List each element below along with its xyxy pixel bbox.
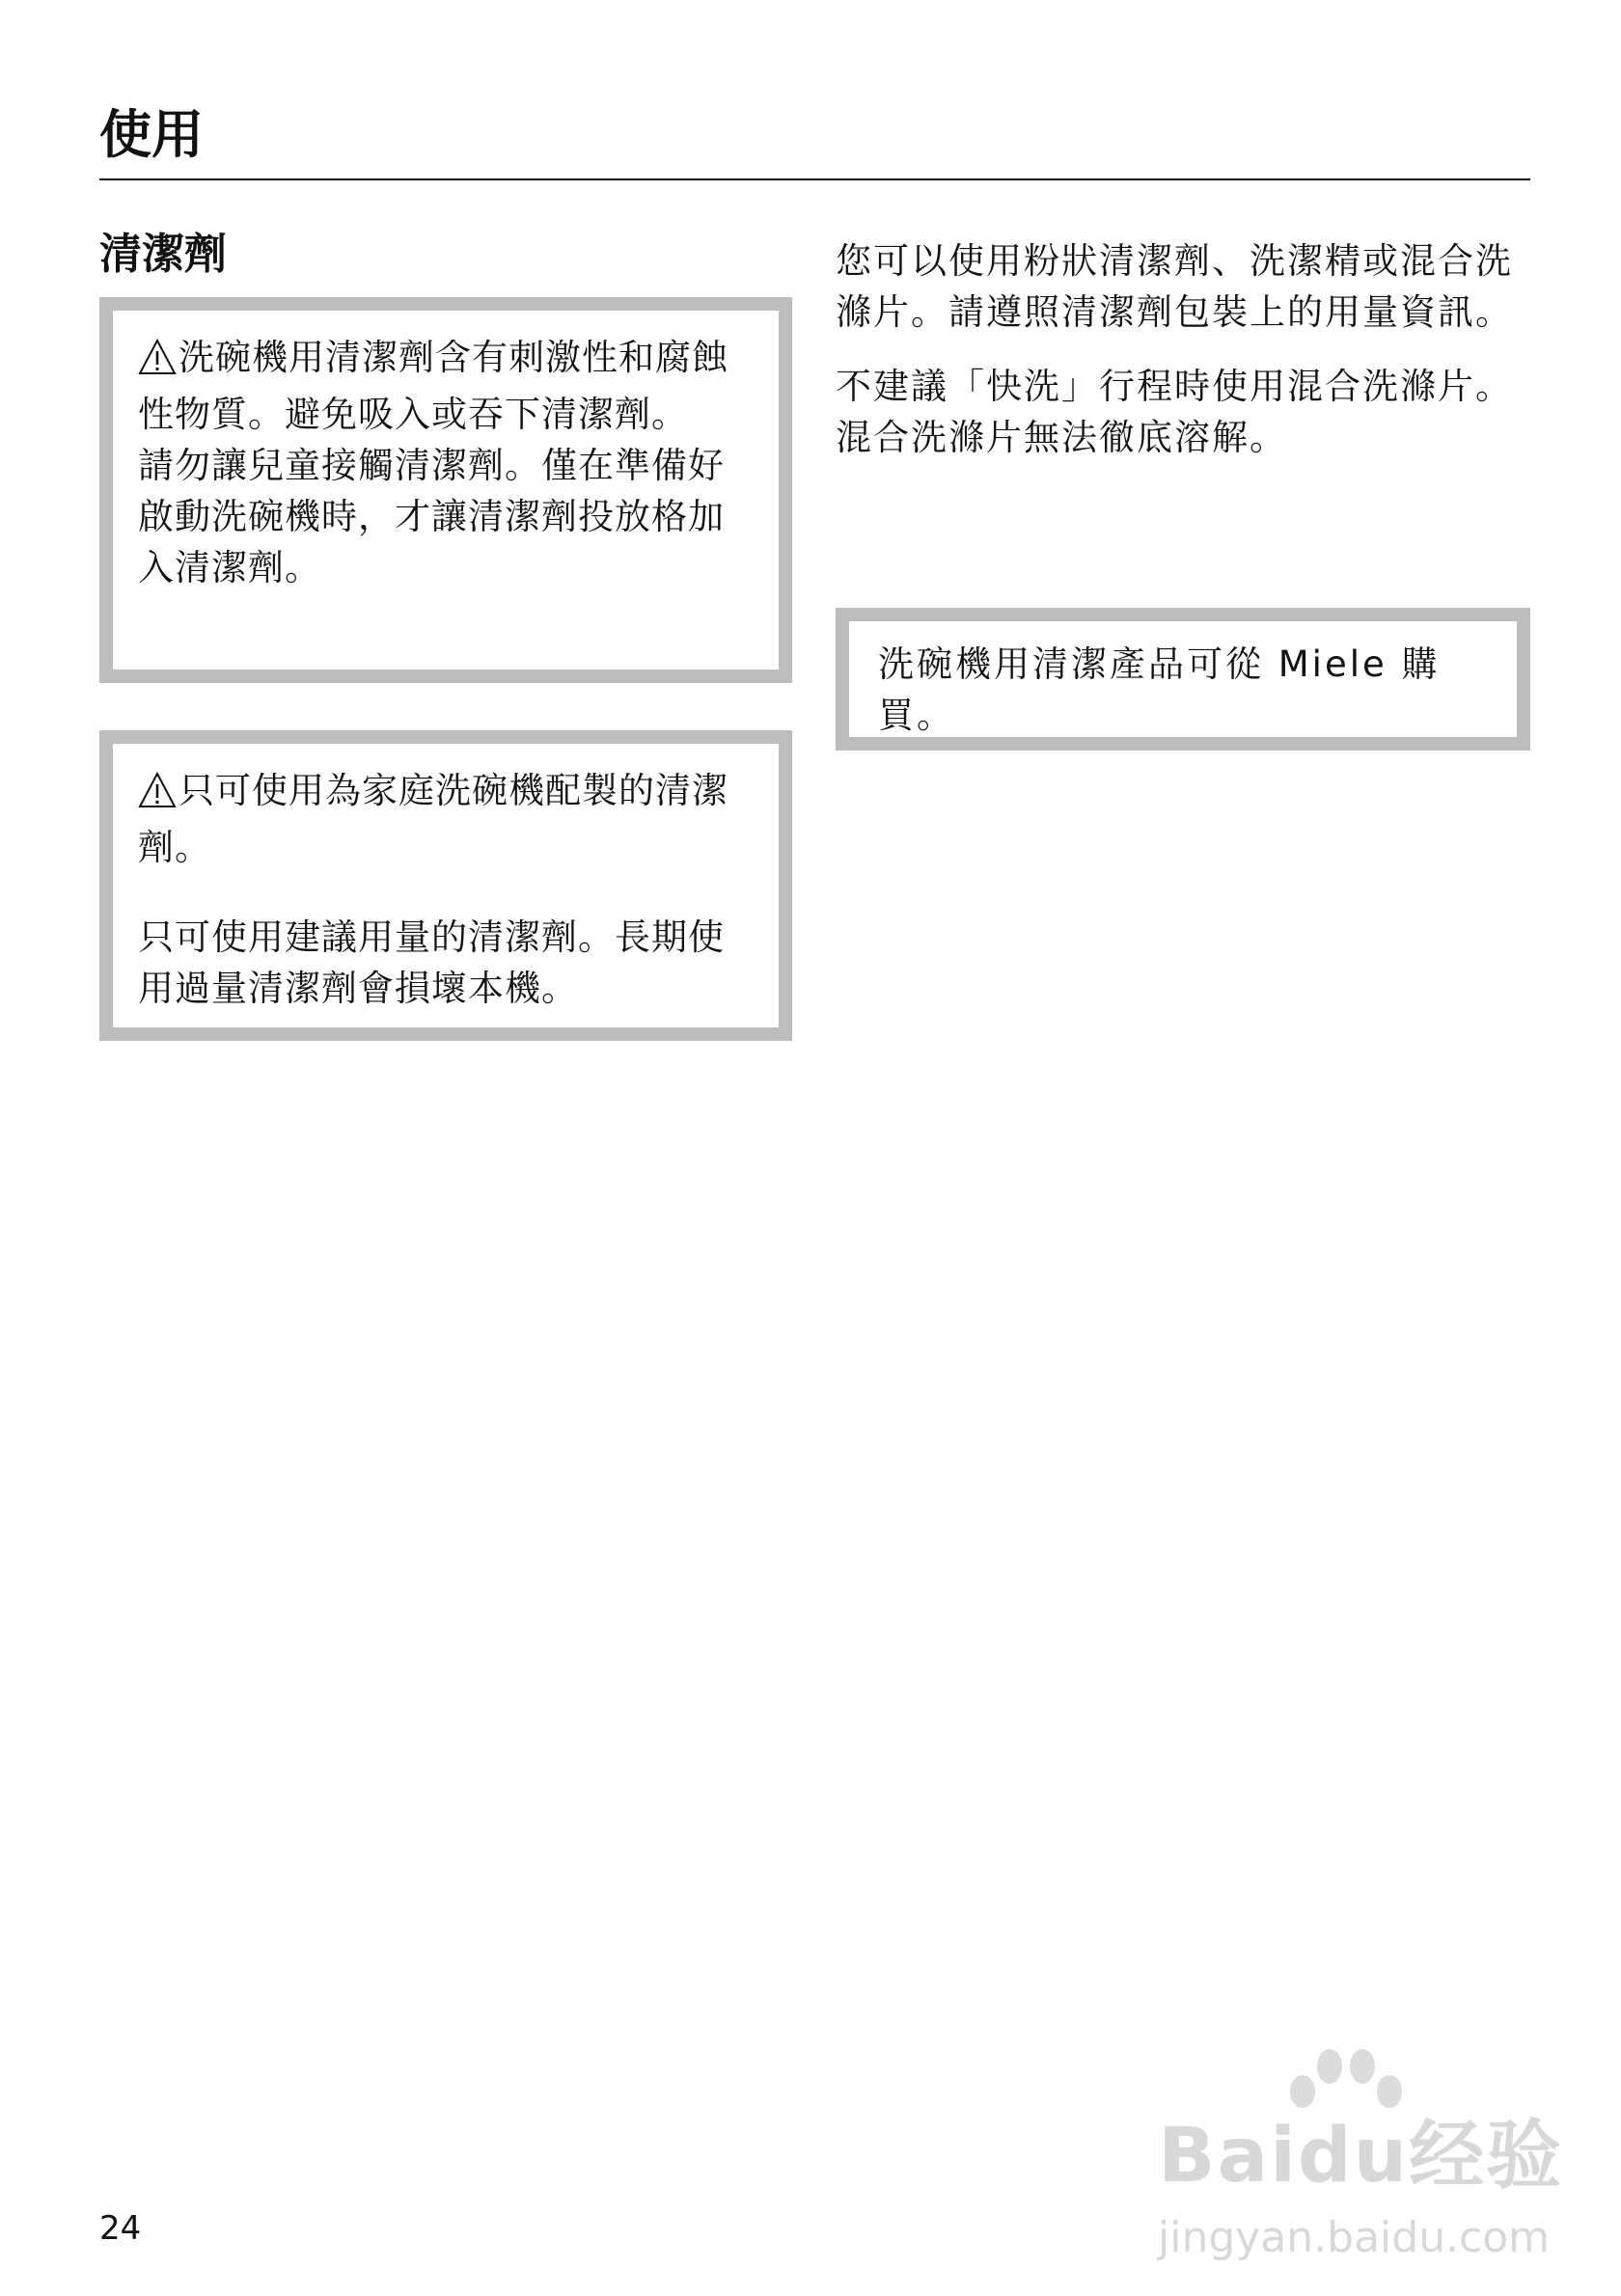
warning-triangle-icon <box>138 771 177 822</box>
info-note-text: 洗碗機用清潔產品可從 Miele 購買。 <box>878 643 1441 736</box>
page-title: 使用 <box>99 104 204 165</box>
page-number: 24 <box>99 2209 142 2248</box>
info-note-box <box>836 608 1530 751</box>
warning-text: 洗碗機用清潔劑含有刺激性和腐蝕性物質。避免吸入或吞下清潔劑。 <box>138 337 728 435</box>
warning-paragraph <box>138 765 750 873</box>
warning-paragraph <box>138 332 750 440</box>
watermark-url: jingyan.baidu.com <box>1158 2213 1551 2262</box>
warning-box <box>99 730 792 1041</box>
watermark-brand: Baidu经验 <box>1158 2113 1564 2200</box>
body-paragraph: 您可以使用粉狀清潔劑、洗潔精或混合洗滌片。請遵照清潔劑包裝上的用量資訊。 <box>836 240 1513 333</box>
watermark <box>1158 2045 1564 2267</box>
warning-paragraph: 請勿讓兒童接觸清潔劑。僅在準備好啟動洗碗機時，才讓清潔劑投放格加入清潔劑。 <box>138 445 725 588</box>
title-divider <box>99 178 1530 180</box>
right-column <box>836 235 1530 486</box>
warning-triangle-icon <box>138 338 177 389</box>
warning-text: 只可使用為家庭洗碗機配製的清潔劑。 <box>138 770 728 868</box>
warning-paragraph: 只可使用建議用量的清潔劑。長期使用過量清潔劑會損壞本機。 <box>138 916 725 1009</box>
section-heading: 清潔劑 <box>99 230 227 279</box>
warning-box <box>99 297 792 683</box>
body-paragraph: 不建議「快洗」行程時使用混合洗滌片。混合洗滌片無法徹底溶解。 <box>836 366 1513 458</box>
